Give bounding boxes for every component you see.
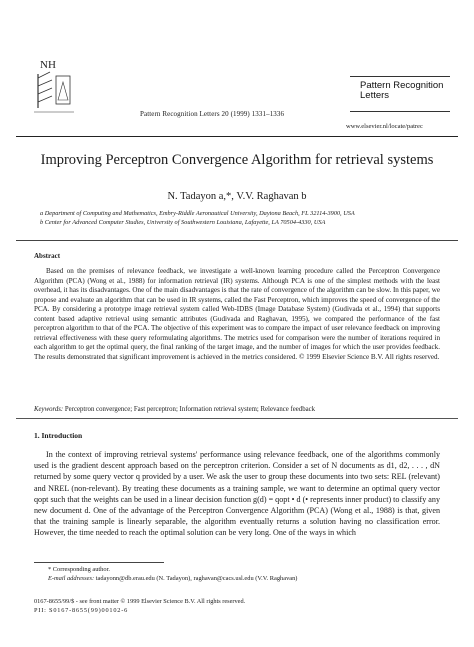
journal-url: www.elsevier.nl/locate/patrec	[346, 123, 423, 130]
affiliation-divider	[16, 240, 458, 241]
section-heading-introduction: 1. Introduction	[34, 431, 83, 440]
journal-name-line2: Letters	[360, 90, 390, 101]
journal-citation: Pattern Recognition Letters 20 (1999) 1331–1336	[140, 110, 285, 118]
keywords-text: Perceptron convergence; Fast perceptron; Information retrieval system; Relevance feedback	[64, 406, 316, 413]
email-label: E-mail addresses:	[48, 575, 95, 582]
footnote-emails	[48, 575, 454, 583]
introduction-text: In the context of improving retrieval systems' performance using relevance feedback, one of the algorithms commonly used is the gradient descent approach based on the perceptron criterion. Consider a set of N documents as d1, d2, . . . , dN returned by some query vector q provided by a user. We ask the user to group these documents into two sets: REL (relevant) and NREL (non-relevant). By treating these documents as a training sample, we want to determine an optimal query vector qopt such that the weights can be used in a linear decision function g(d) = qopt • d (• represents inner product) to classify any new document d. One of the advantage of the Perceptron Convergence Algorithm (PCA) (Wong et al., 1988) is that, given that the training sample is linearly separable, the algorithm eventually returns a solution having no classification error. However, the time needed to reach the optimal solution can be very long. One of the ways in which	[34, 450, 440, 538]
affiliation-a: a Department of Computing and Mathematics, Embry-Riddle Aeronautical University, Daytona Beach, FL 32114-3900, USA	[40, 210, 355, 217]
keywords-divider	[16, 418, 458, 419]
abstract-text: Based on the premises of relevance feedback, we investigate a well-known learning procedure called the Perceptron Convergence Algorithm (PCA) (Wong et al., 1988) for information retrieval (IR) systems. Although PCA is one of the simplest methods with the least overhead, it has its disadvantages. One of the main disadvantages is that the rate of convergence of the algorithm can be slow. In this paper, we propose and evaluate an algorithm that can be used in IR systems, called the Fast Perceptron, which improves the speed of convergence of the PCA. By considering a prototype image retrieval system called Web-IDBS (Image Database System) (Gudivada et al., 1994) that supports content based adaptive retrieval using semantic attributes (Gudivada and Raghavan, 1995), we compared the performance of the fast perceptron algorithm to that of the PCA. The objective of this experiment was to compare the impact of user relevance feedback on improving retrieval effectiveness with these query reformulating algorithms. The metrics used for comparison were the number of iterations required in each algorithm to get the optimal query, the final ranking of the target image, and the number of images for which the user provides feedback. The results demonstrated that significant improvement is achieved in the metrics considered. © 1999 Elsevier Science B.V. All rights reserved.	[34, 267, 440, 361]
keywords-label: Keywords:	[34, 406, 64, 413]
north-holland-logo-icon	[30, 56, 78, 118]
affiliation-b: b Center for Advanced Computer Studies, University of Southwestern Louisiana, Lafayette, LA 70504-4330, USA	[40, 219, 326, 226]
journal-name-line1: Pattern Recognition	[360, 80, 444, 91]
footnote-divider	[34, 562, 164, 563]
email-addresses: tadayonn@db.erau.edu (N. Tadayon), raghavan@cacs.usl.edu (V.V. Raghavan)	[95, 575, 298, 582]
abstract-heading: Abstract	[34, 252, 61, 260]
pii-line: PII: S0167-8655(99)00102-6	[34, 607, 129, 614]
abstract-body	[34, 267, 440, 362]
header-divider	[16, 136, 458, 137]
journal-name-box	[350, 76, 450, 112]
masthead	[0, 0, 474, 140]
author-list: N. Tadayon a,*, V.V. Raghavan b	[167, 191, 307, 202]
publisher-logo	[30, 56, 78, 118]
footnote-corresponding-author: * Corresponding author.	[48, 566, 110, 573]
logo-text: NH	[40, 59, 56, 71]
paper-title: Improving Perceptron Convergence Algorithm for retrieval systems	[40, 152, 434, 168]
introduction-body	[34, 449, 440, 539]
copyright-line: 0167-8655/99/$ - see front matter © 1999 Elsevier Science B.V. All rights reserved.	[34, 598, 246, 605]
keywords	[34, 406, 440, 413]
